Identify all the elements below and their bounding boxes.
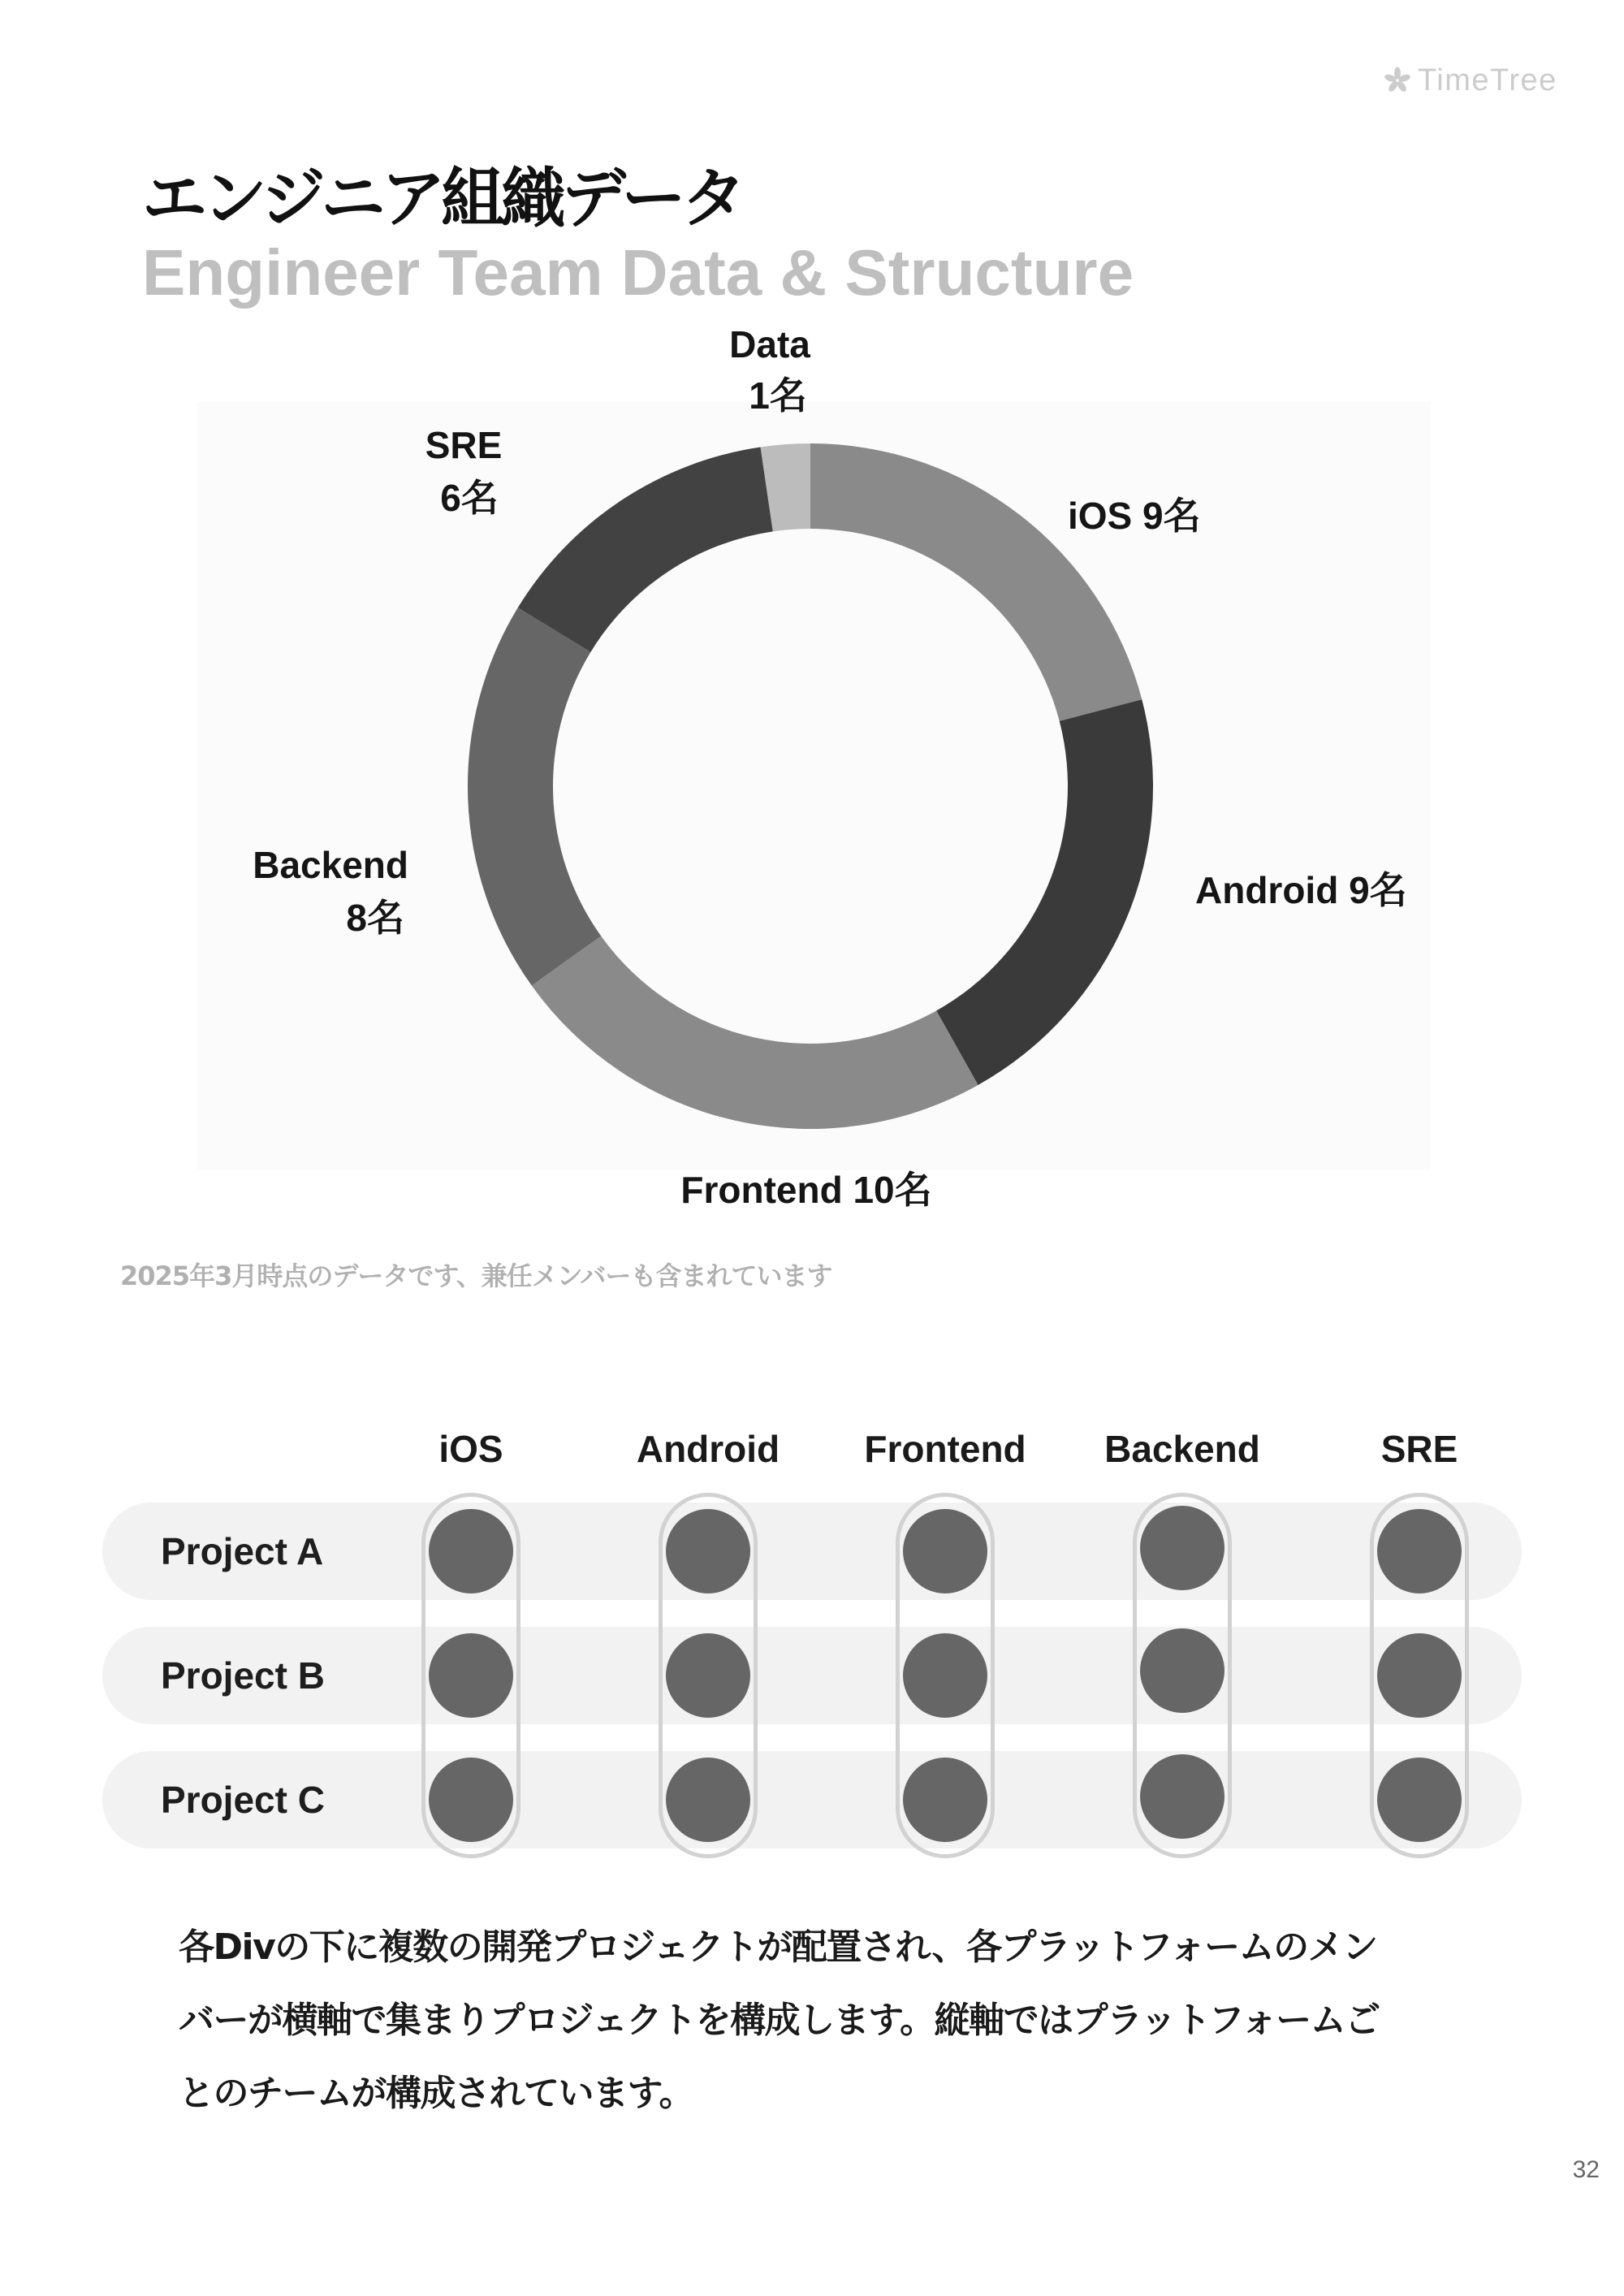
project-label-a: Project A xyxy=(161,1530,324,1572)
project-label-b: Project B xyxy=(161,1654,325,1697)
column-header-sre: SRE xyxy=(1380,1428,1458,1470)
label-sre-count xyxy=(440,477,499,519)
description-line: 各Divの下に複数の開発プロジェクトが配置され、各プラットフォームのメン xyxy=(179,1926,1377,1968)
member-dot xyxy=(429,1758,513,1842)
label-sre-name: SRE xyxy=(425,424,503,466)
page-subtitle: Engineer Team Data & Structure xyxy=(142,236,1134,309)
label-frontend-name: Frontend xyxy=(680,1169,843,1211)
description-line: とのチームが構成されています。 xyxy=(179,2073,693,2114)
label-ios-value: 9 xyxy=(1142,495,1164,537)
member-dot xyxy=(666,1758,750,1842)
label-unit: 名 xyxy=(1163,495,1201,537)
project-label-c: Project C xyxy=(161,1779,325,1821)
label-unit: 名 xyxy=(769,374,807,417)
label-data-name: Data xyxy=(729,323,810,365)
member-dot xyxy=(903,1633,987,1718)
column-header-backend: Backend xyxy=(1104,1428,1260,1470)
label-android xyxy=(1195,869,1407,911)
page-title: エンジニア組織データ xyxy=(142,161,741,236)
member-dot xyxy=(666,1633,750,1718)
label-frontend-value: 10 xyxy=(853,1169,895,1211)
description-line: バーが横軸で集まりプロジェクトを構成します。縦軸ではプラットフォームご xyxy=(179,2000,1380,2041)
label-unit: 名 xyxy=(460,477,499,519)
member-dot xyxy=(429,1509,513,1593)
label-unit: 名 xyxy=(367,897,404,939)
member-dot xyxy=(1377,1758,1462,1842)
label-backend-name: Backend xyxy=(253,844,408,886)
label-android-value: 9 xyxy=(1349,869,1370,911)
label-unit: 名 xyxy=(1369,869,1407,911)
project-row-b xyxy=(102,1627,1522,1724)
member-dot xyxy=(1140,1754,1224,1839)
member-dot xyxy=(1377,1509,1462,1593)
label-unit: 名 xyxy=(894,1169,932,1211)
brand-name: TimeTree xyxy=(1418,63,1557,97)
column-header-frontend: Frontend xyxy=(864,1428,1026,1470)
label-data-count xyxy=(749,374,807,417)
label-android-name: Android xyxy=(1195,869,1339,911)
column-header-ios: iOS xyxy=(438,1428,503,1470)
member-dot xyxy=(903,1509,987,1593)
brand-logo xyxy=(1384,60,1557,101)
project-row-c xyxy=(102,1751,1522,1848)
label-frontend xyxy=(680,1169,931,1211)
timetree-logo-icon xyxy=(1384,67,1411,94)
member-dot xyxy=(1140,1506,1224,1590)
member-dot xyxy=(1377,1633,1462,1718)
data-note: 2025年3月時点のデータです、兼任メンバーも含まれています xyxy=(120,1260,832,1291)
page-number: 32 xyxy=(1572,2156,1600,2183)
label-backend-count xyxy=(346,897,404,939)
label-backend-value: 8 xyxy=(346,897,367,939)
member-dot xyxy=(903,1758,987,1842)
label-ios xyxy=(1068,495,1201,537)
project-row-a xyxy=(102,1503,1522,1600)
label-sre-value: 6 xyxy=(440,477,461,519)
team-donut-chart xyxy=(0,292,1624,1234)
description-paragraph xyxy=(179,1911,1380,2130)
label-ios-name: iOS xyxy=(1068,495,1133,537)
member-dot xyxy=(666,1509,750,1593)
column-header-android: Android xyxy=(636,1428,780,1470)
label-data-value: 1 xyxy=(749,374,770,417)
member-dot xyxy=(1140,1628,1224,1713)
member-dot xyxy=(429,1633,513,1718)
